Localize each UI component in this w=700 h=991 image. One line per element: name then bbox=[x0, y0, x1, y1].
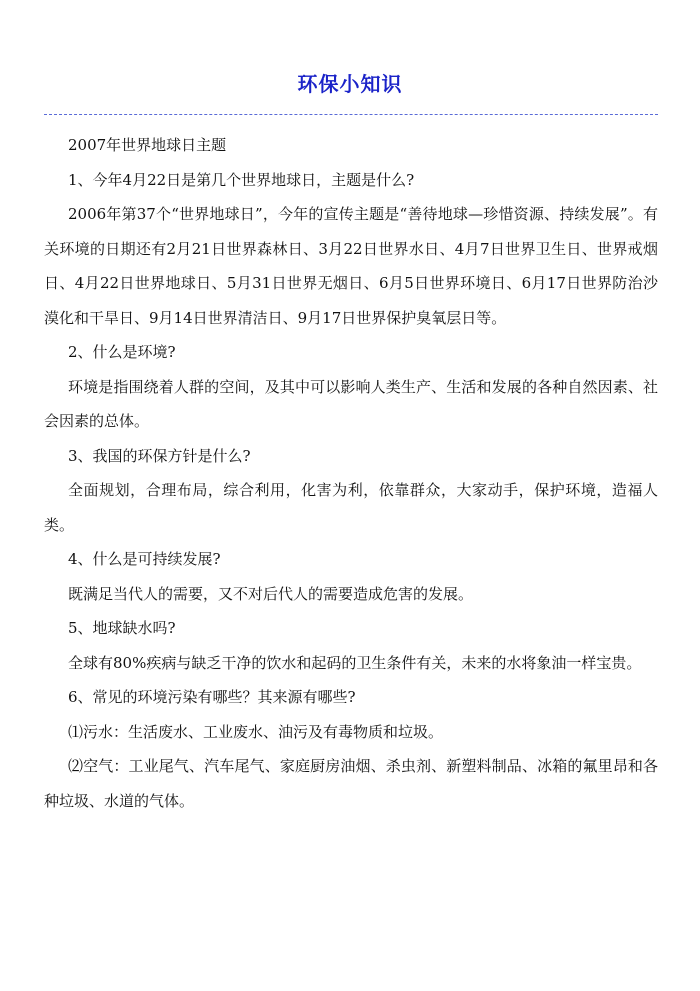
answer-1: 2006年第37个“世界地球日”，今年的宣传主题是“善待地球—珍惜资源、持续发展”。有关环境的日期还有2月21日世界森林日、3月22日世界水日、4月7日世界卫生日、世界戒烟日、4月22日世界地球日、5月31日世界无烟日、6月5日世界环境日、6月17日世界防治沙漠化和干旱日、9月14日世界清洁日、9月17日世界保护臭氧层日等。 bbox=[44, 205, 658, 327]
answer-4: 既满足当代人的需要，又不对后代人的需要造成危害的发展。 bbox=[68, 584, 474, 603]
answer-6-water: ⑴污水：生活废水、工业废水、油污及有毒物质和垃圾。 bbox=[68, 722, 444, 741]
question-6: 6、常见的环境污染有哪些？其来源有哪些? bbox=[68, 688, 356, 706]
question-4: 4、什么是可持续发展? bbox=[68, 550, 221, 568]
question-2: 2、什么是环境? bbox=[68, 343, 176, 361]
answer-5: 全球有80%疾病与缺乏干净的饮水和起码的卫生条件有关，未来的水将象油一样宝贵。 bbox=[68, 653, 642, 672]
question-3: 3、我国的环保方针是什么? bbox=[68, 446, 251, 465]
document-body bbox=[44, 128, 658, 818]
question-5: 5、地球缺水吗? bbox=[68, 619, 176, 637]
question-1: 1、今年4月22日是第几个世界地球日，主题是什么? bbox=[68, 170, 415, 189]
answer-6-air: ⑵空气：工业尾气、汽车尾气、家庭厨房油烟、杀虫剂、新塑料制品、冰箱的氟里昂和各种垃圾、水道的气体。 bbox=[44, 757, 658, 810]
document-title: 环保小知识 bbox=[297, 72, 403, 96]
title-divider bbox=[44, 114, 658, 115]
answer-3: 全面规划，合理布局，综合利用，化害为利，依靠群众，大家动手，保护环境，造福人类。 bbox=[44, 481, 658, 534]
section-heading-earth-day: 2007年世界地球日主题 bbox=[68, 136, 227, 154]
answer-2: 环境是指围绕着人群的空间，及其中可以影响人类生产、生活和发展的各种自然因素、社会因素的总体。 bbox=[44, 377, 658, 430]
